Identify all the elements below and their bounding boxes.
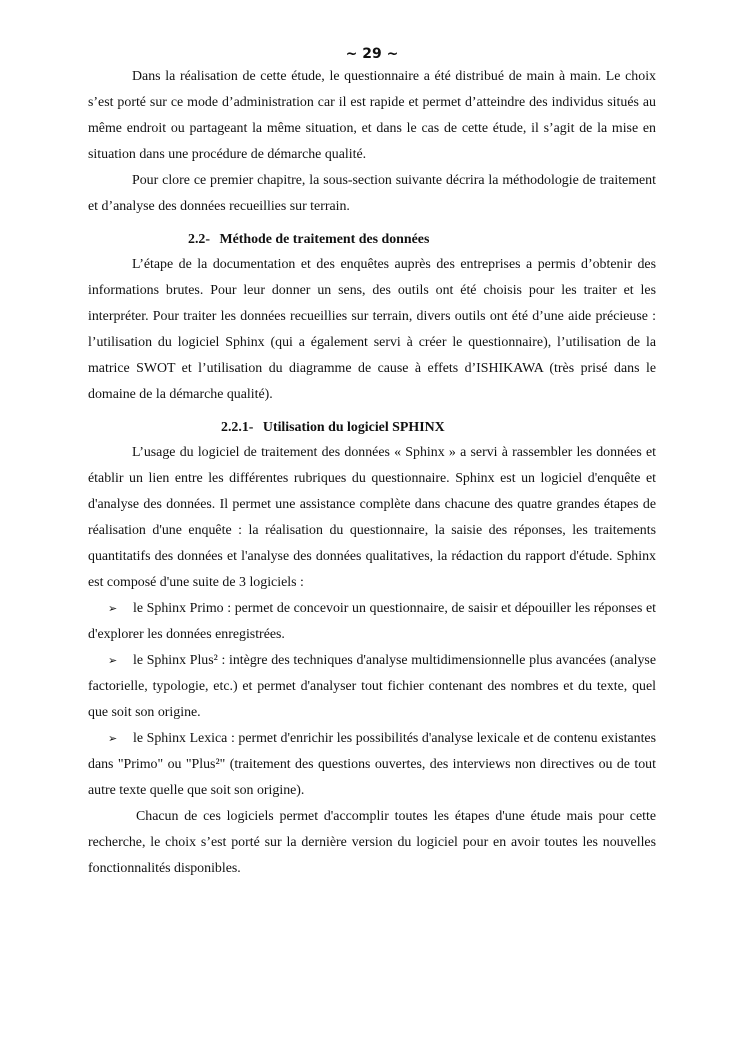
list-item-text: le Sphinx Primo : permet de concevoir un questionnaire, de saisir et dépouiller les réponses et d'explorer les données enregistrées. <box>88 601 656 642</box>
list-item-text: le Sphinx Lexica : permet d'enrichir les possibilités d'analyse lexicale et de contenu existantes dans "Primo" ou "Plus²" (traitement des questions ouvertes, des interviews non directives ou de tout autre texte quelle que soit son origine). <box>88 731 656 798</box>
paragraph-sphinx-conclusion: Chacun de ces logiciels permet d'accomplir toutes les étapes d'une étude mais pour cette recherche, le choix s’est porté sur la dernière version du logiciel pour en avoir toutes les nouvelles fonctionnalités disponibles. <box>88 809 656 876</box>
paragraph-sphinx-usage: L’usage du logiciel de traitement des données « Sphinx » a servi à rassembler les données et établir un lien entre les différentes rubriques du questionnaire. Sphinx est un logiciel d'enquête et d'analyse des données. Il permet une assistance complète dans chacune des quatre grandes étapes de réalisation d'une enquête : la réalisation du questionnaire, la saisie des réponses, les traitements quantitatifs des données et l'analyse des données qualitatives, la rédaction du rapport d'étude. Sphinx est composé d'une suite de 3 logiciels : <box>88 445 656 590</box>
arrow-bullet-icon: ➢ <box>108 602 118 615</box>
paragraph-chapter-closing: Pour clore ce premier chapitre, la sous-section suivante décrira la méthodologie de traitement et d’analyse des données recueillies sur terrain. <box>88 173 656 214</box>
section-heading-2-2 <box>88 230 656 250</box>
list-item-sphinx-lexica <box>88 726 656 804</box>
arrow-bullet-icon: ➢ <box>108 732 118 745</box>
paragraph-data-processing-tools: L’étape de la documentation et des enquêtes auprès des entreprises a permis d’obtenir des informations brutes. Pour leur donner un sens, des outils ont été choisis pour les traiter et les interpréter. Pour traiter les données recueillies sur terrain, divers outils ont été d’une aide précieuse : l’utilisation du logiciel Sphinx (qui a également servi à créer le questionnaire), l’utilisation de la matrice SWOT et l’utilisation du diagramme de cause à effets d’ISHIKAWA (très prisé dans le domaine de la démarche qualité). <box>88 257 656 402</box>
list-item-text: le Sphinx Plus² : intègre des techniques d'analyse multidimensionnelle plus avancées (analyse factorielle, typologie, etc.) et permet d'analyser tout fichier contenant des nombres et du texte, quel que soit son origine. <box>88 653 656 720</box>
section-title: Méthode de traitement des données <box>219 232 430 247</box>
list-item-sphinx-plus <box>88 648 656 726</box>
section-heading-2-2-1 <box>88 418 656 438</box>
list-item-sphinx-primo <box>88 596 656 648</box>
subsection-number: 2.2.1- <box>221 420 254 435</box>
paragraph-questionnaire-distribution: Dans la réalisation de cette étude, le questionnaire a été distribué de main à main. Le choix s’est porté sur ce mode d’administration car il est rapide et permet d’atteindre des individus situés au même endroit ou partageant la même situation, et dans le cas de cette étude, il s’agit de la mise en situation dans une procédure de démarche qualité. <box>88 69 656 162</box>
subsection-title: Utilisation du logiciel SPHINX <box>262 420 445 435</box>
arrow-bullet-icon: ➢ <box>108 654 118 667</box>
document-page <box>88 44 656 882</box>
page-number: ~ 29 ~ <box>345 46 399 62</box>
section-number: 2.2- <box>188 232 210 247</box>
